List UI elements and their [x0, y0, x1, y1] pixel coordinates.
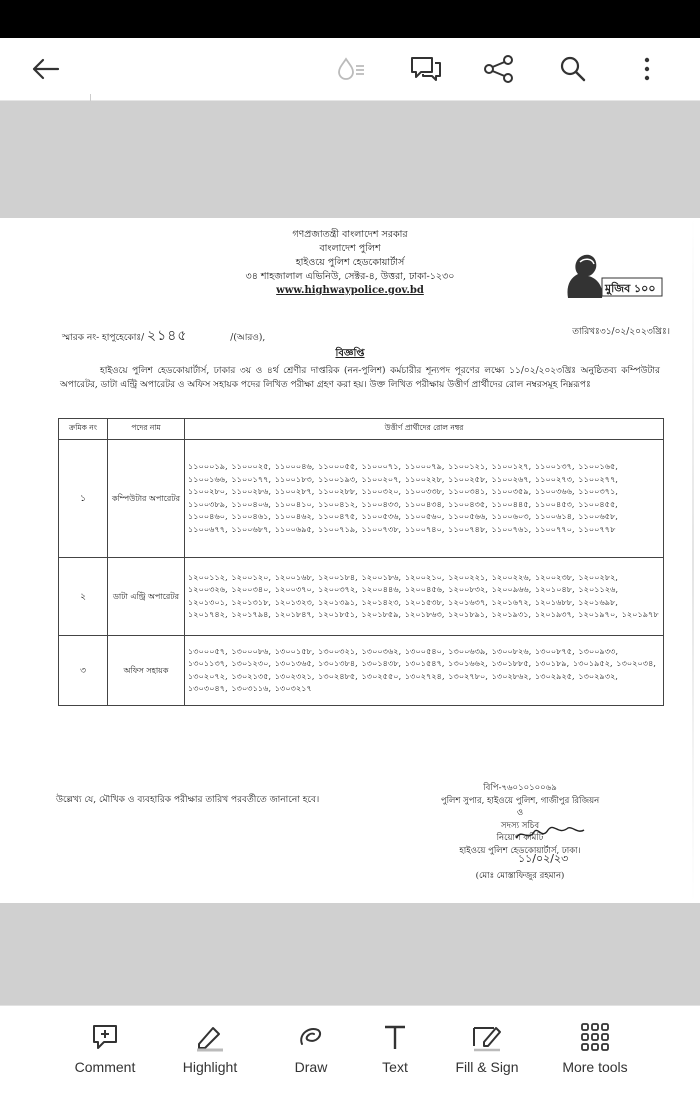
table-row: [59, 440, 664, 558]
memo-prefix: স্মারক নং- হাপুহেকোঃ/: [62, 333, 145, 343]
table-header-row: [59, 419, 664, 440]
tool-label: Draw: [294, 1059, 328, 1075]
memo-number: [62, 324, 265, 348]
comment-plus-icon: [50, 1020, 160, 1054]
droplet-lines-icon[interactable]: [332, 50, 370, 88]
memo-handwritten-number: ২১৪৫: [147, 328, 188, 344]
header-line: বাংলাদেশ পুলিশ: [319, 243, 381, 254]
signature-date: ১১/০২/২৩: [518, 852, 569, 865]
tool-label: Highlight: [182, 1059, 238, 1075]
arrow-left-icon[interactable]: [26, 50, 64, 88]
table-row: [59, 558, 664, 636]
comment-tool[interactable]: [50, 1020, 160, 1075]
logo-text: মুজিব ১০০: [605, 282, 656, 295]
table-row: [59, 636, 664, 706]
footnote: উল্লেখ্য যে, মৌখিক ও ব্যবহারিক পরীক্ষার তারিখ পরবর্তীতে জানানো হবে।: [56, 795, 320, 805]
signatory-line: ও: [516, 808, 524, 818]
tool-label: Comment: [74, 1059, 136, 1075]
row-serial: ২: [59, 558, 108, 636]
signatory-line: হাইওয়ে পুলিশ হেডকোয়ার্টার্স, ঢাকা।: [459, 845, 581, 856]
signatory-details: [370, 782, 670, 857]
scan-edge: [692, 218, 694, 903]
header-post: পদের নাম: [108, 419, 185, 440]
mujib-100-logo: [558, 248, 666, 300]
top-app-bar: [0, 38, 700, 101]
header-serial: ক্রমিক নং: [59, 419, 108, 440]
memo-suffix: /(আরও),: [230, 333, 266, 343]
signatory-block: [370, 870, 670, 883]
share-icon[interactable]: [480, 50, 518, 88]
website-link[interactable]: www.highwaypolice.gov.bd: [276, 285, 424, 296]
results-table: [58, 418, 664, 706]
row-rolls: ১২০০১১২, ১২০০১২০, ১২০০১৬৮, ১২০০১৮৪, ১২০০১৮৬, ১২০০২১০, ১২০০২২১, ১২০০২২৬, ১২০০২৩৮, ১২০০২৮২, ১২০০৩২৬, ১২০০৩৪০, ১২০০৩৭০, ১২০০৩৭২, ১২০০৪৪৬, ১২০০৪৫৬, ১২০০৮৩২, ১২০০৯৬৬, ১২০১০৪৮, ১২০১১২৬, ১২০১৩০১, ১২০১৩১৮, ১২০১৩২৩, ১২০১৩৯১, ১২০১৪২৩, ১২০১৫৩৮, ১২০১৬৩৭, ১২০১৬৭২, ১২০১৬৮৮, ১২০১৬৯৮, ১২০১৭৪২, ১২০১৭৯৪, ১২০১৮৪৭, ১২০১৮৫১, ১২০১৮৫৯, ১২০১৮৬৩, ১২০১৮৯১, ১২০১৯৩১, ১২০১৯৩৭, ১২০১৯৭০, ১২০১৯৭৮: [185, 558, 664, 636]
row-rolls: ১১০০০১৯, ১১০০০২৫, ১১০০০৪৬, ১১০০০৫৫, ১১০০০৭১, ১১০০০৭৯, ১১০০১২১, ১১০০১২৭, ১১০০১৩৭, ১১০০১৬৫, ১১০০১৬৬, ১১০০১৭৭, ১১০০১৮৩, ১১০০১৯৩, ১১০০২০৭, ১১০০২২৮, ১১০০২৫৮, ১১০০২৬৭, ১১০০২৭৩, ১১০০২৭৭, ১১০০২৮০, ১১০০২৮৬, ১১০০২৮৭, ১১০০২৮৮, ১১০০৩২০, ১১০০৩৩৮, ১১০০৩৪১, ১১০০৩৫৯, ১১০০৩৬৬, ১১০০৩৭১, ১১০০৩৮৯, ১১০০৪০৬, ১১০০৪১০, ১১০০৪১২, ১১০০৪৩৩, ১১০০৪৩৪, ১১০০৪৩৫, ১১০০৪৪৫, ১১০০৪৫৩, ১১০০৪৫৫, ১১০০৪৬০, ১১০০৪৬১, ১১০০৪৬২, ১১০০৪৭৫, ১১০০৫৩৬, ১১০০৫৬০, ১১০০৫৬৬, ১১০০৬০৩, ১১০০৬১৪, ১১০০৬৫৮, ১১০০৬৭৭, ১১০০৬৮৭, ১১০০৬৯৫, ১১০০৭১৯, ১১০০৭৩৮, ১১০০৭৪০, ১১০০৭৪৮, ১১০০৭৬১, ১১০০৭৭০, ১১০০৭৭৮: [185, 440, 664, 558]
highlight-tool[interactable]: [155, 1020, 265, 1075]
speech-bubbles-icon[interactable]: [407, 50, 445, 88]
notice-body: হাইওয়ে পুলিশ হেডকোয়ার্টার্স, ঢাকার ৩য় ও ৪র্থ শ্রেণীর দাপ্তরিক (নন-পুলিশ) কর্মচারীর শূন্যপদ পূরণের লক্ষ্যে ১১/০২/২০২৩খ্রিঃ অনুষ্ঠিতব্য কম্পিউটার অপারেটর, ডাটা এন্ট্রি অপারেটর ও অফিস সহায়ক পদের লিখিত পরীক্ষা গ্রহণ করা হয়। উক্ত লিখিত পরীক্ষায় উত্তীর্ণ প্রার্থীদের রোল নম্বরসমূহ নিম্নরূপঃ: [60, 366, 660, 390]
signatory-line: বিপি-৭৬০১০১০০৬৯: [483, 783, 557, 793]
row-post: অফিস সহায়ক: [108, 636, 185, 706]
memo-date: তারিখঃ৩১/০২/২০২৩খ্রিঃ।: [572, 327, 670, 337]
header-line: হাইওয়ে পুলিশ হেডকোয়ার্টার্স: [295, 257, 405, 268]
row-post: ডাটা এন্ট্রি অপারেটর: [108, 558, 185, 636]
highlighter-icon: [155, 1020, 265, 1054]
signatory-line: (মোঃ মোস্তাফিজুর রহমান): [475, 871, 565, 881]
grid-icon: [540, 1020, 650, 1054]
header-line: ৩৪ শাহজালাল এভিনিউ, সেক্টর-৪, উত্তরা, ঢাকা-১২৩০: [245, 271, 455, 282]
tool-label: Text: [382, 1059, 408, 1075]
signatory-line: পুলিশ সুপার, হাইওয়ে পুলিশ, গাজীপুর রিজিয়ন: [440, 795, 600, 806]
more-tools[interactable]: [540, 1020, 650, 1075]
status-bar: [0, 0, 700, 38]
row-serial: ৩: [59, 636, 108, 706]
tool-label: Fill & Sign: [455, 1059, 519, 1075]
document-viewer[interactable]: [0, 101, 700, 1005]
signatory-line: নিয়োগ কমিটি: [496, 833, 544, 843]
letterhead: [180, 228, 520, 298]
fill-sign-icon: [432, 1020, 542, 1054]
row-serial: ১: [59, 440, 108, 558]
vertical-dots-icon[interactable]: [628, 50, 666, 88]
header-rolls: উত্তীর্ণ প্রার্থীদের রোল নম্বর: [185, 419, 664, 440]
tool-label: More tools: [562, 1059, 628, 1075]
notice-title: বিজ্ঞপ্তি: [335, 348, 365, 359]
signatory-line: সদস্য সচিব: [500, 820, 540, 831]
search-icon[interactable]: [554, 50, 592, 88]
bottom-toolbar: [0, 1005, 700, 1101]
row-post: কম্পিউটার অপারেটর: [108, 440, 185, 558]
header-line: গণপ্রজাতন্ত্রী বাংলাদেশ সরকার: [292, 229, 408, 240]
fill-sign-tool[interactable]: [432, 1020, 542, 1075]
row-rolls: ১৩০০০৫৭, ১৩০০০৮৬, ১৩০০১৫৮, ১৩০০৩২১, ১৩০০৩৬২, ১৩০০৫৪০, ১৩০০৬৩৯, ১৩০০৮২৬, ১৩০০৮৭৫, ১৩০০৯৩৩, ১৩০১১৩৭, ১৩০১২৩০, ১৩০১৩৬৫, ১৩০১৩৮৪, ১৩০১৪৩৮, ১৩০১৫৪৭, ১৩০১৬৬২, ১৩০১৮৮৫, ১৩০১৮৯, ১৩০১৯৫২, ১৩০২০৩৪, ১৩০২০৭২, ১৩০২১৩৫, ১৩০২৩২১, ১৩০২৪৮৫, ১৩০২৫৫০, ১৩০২৭২৪, ১৩০২৭৮০, ১৩০২৮৬২, ১৩০২৯২৫, ১৩০২৯৩২, ১৩০৩০৪৭, ১৩০৩১১৬, ১৩০৩২১৭: [185, 636, 664, 706]
